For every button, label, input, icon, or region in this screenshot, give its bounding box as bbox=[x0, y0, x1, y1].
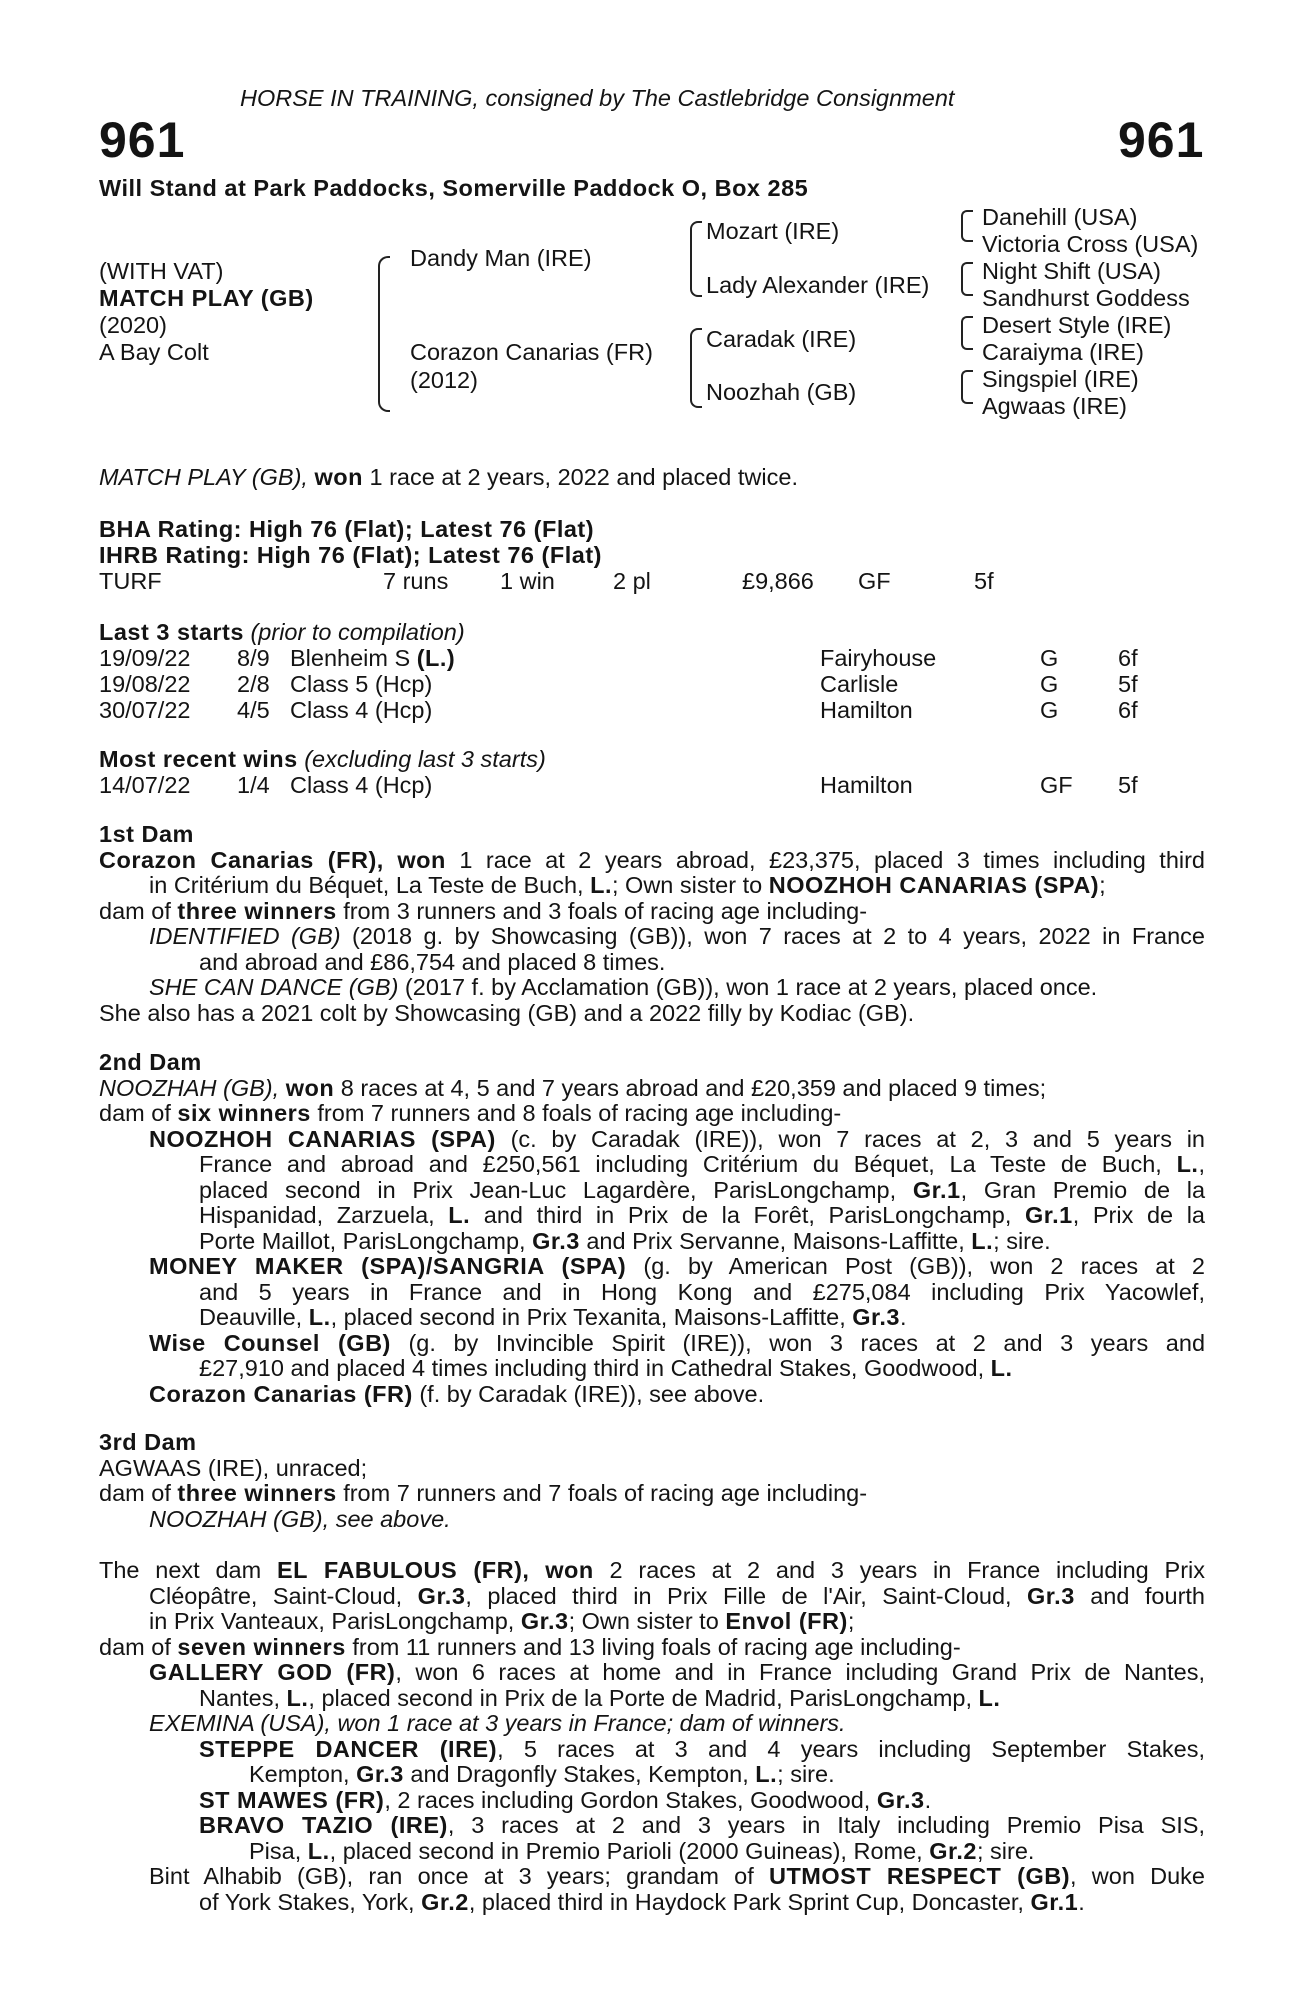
pedigree-ddd: Agwaas (IRE) bbox=[982, 393, 1127, 419]
pedigree-brace-dam bbox=[690, 328, 702, 408]
lot-number-right: 961 bbox=[1118, 112, 1205, 168]
second-dam-section: 2nd Dam NOOZHAH (GB), won 8 races at 4, 5 and 7 years abroad and £20,359 and placed 9 times; dam of six winners from 7 runners and 8 foals of racing age including- NOOZHOH CANARIAS (SPA) (c. by Caradak (IRE)), won 7 races at 2, 3 and 5 years in France and abroad and £250,561 including Critérium du Béquet, La Teste de Buch, L., placed second in Prix Jean-Luc Lagardère, ParisLongchamp, Gr.1, Gran Premio de la Hispanidad, Zarzuela, L. and third in Prix de la Forêt, ParisLongchamp, Gr.1, Prix de la Porte Maillot, ParisLongchamp, Gr.3 and Prix Servanne, Maisons-Laffitte, L.; sire. MONEY MAKER (SPA)/SANGRIA (SPA) (g. by American Post (GB)), won 2 races at 2 and 5 years in France and in Hong Kong and £275,084 including Prix Yacowlef, Deauville, L., placed second in Prix Texanita, Maisons-Laffitte, Gr.3. Wise Counsel (GB) (g. by Invincible Spirit (IRE)), won 3 races at 2 and 3 years and £27,910 and placed 4 times including third in Cathedral Stakes, Goodwood, L. Corazon Canarias (FR) (f. by Caradak (IRE)), see above. bbox=[99, 1049, 1206, 1407]
pedigree-dss: Desert Style (IRE) bbox=[982, 312, 1172, 338]
pedigree-brace-main bbox=[378, 256, 390, 412]
pedigree-ssd: Victoria Cross (USA) bbox=[982, 231, 1199, 257]
pedigree-dds: Singspiel (IRE) bbox=[982, 366, 1139, 392]
first-dam-section: 1st Dam Corazon Canarias (FR), won 1 race at 2 years abroad, £23,375, placed 3 times including third in Critérium du Béquet, La Teste de Buch, L.; Own sister to NOOZHOH CANARIAS (SPA); dam of three winners from 3 runners and 3 foals of racing age including- IDENTIFIED (GB) (2018 g. by Showcasing (GB)), won 7 races at 2 to 4 years, 2022 in France and abroad and £86,754 and placed 8 times. SHE CAN DANCE (GB) (2017 f. by Acclamation (GB)), won 1 race at 2 years, placed once. She also has a 2021 colt by Showcasing (GB) and a 2022 filly by Kodiac (GB). bbox=[99, 821, 1206, 1026]
pedigree-sire-dam: Lady Alexander (IRE) bbox=[706, 272, 930, 298]
stand-location: Will Stand at Park Paddocks, Somerville Paddock O, Box 285 bbox=[99, 175, 809, 201]
pedigree-dam-sire: Caradak (IRE) bbox=[706, 326, 857, 352]
pedigree-sdd: Sandhurst Goddess bbox=[982, 285, 1190, 311]
pedigree-dsd: Caraiyma (IRE) bbox=[982, 339, 1144, 365]
pedigree-brace-dd bbox=[961, 370, 973, 404]
horse-description: A Bay Colt bbox=[99, 339, 209, 365]
lot-number-left: 961 bbox=[99, 112, 186, 168]
pedigree-brace-sire bbox=[690, 221, 702, 297]
pedigree-brace-ds bbox=[961, 316, 973, 350]
bha-rating: BHA Rating: High 76 (Flat); Latest 76 (Flat) bbox=[99, 516, 595, 542]
horse-year: (2020) bbox=[99, 312, 167, 338]
next-dam-section: The next dam EL FABULOUS (FR), won 2 races at 2 and 3 years in France including Prix Cléopâtre, Saint-Cloud, Gr.3, placed third in Prix Fille de l'Air, Saint-Cloud, Gr.3 and fourth in Prix Vanteaux, ParisLongchamp, Gr.3; Own sister to Envol (FR); dam of seven winners from 11 runners and 13 living foals of racing age including- GALLERY GOD (FR), won 6 races at home and in France including Grand Prix de Nantes, Nantes, L., placed second in Prix de la Porte de Madrid, ParisLongchamp, L. EXEMINA (USA), won 1 race at 3 years in France; dam of winners. STEPPE DANCER (IRE), 5 races at 3 and 4 years including September Stakes, Kempton, Gr.3 and Dragonfly Stakes, Kempton, L.; sire. ST MAWES (FR), 2 races including Gordon Stakes, Goodwood, Gr.3. BRAVO TAZIO (IRE), 3 races at 2 and 3 years in Italy including Premio Pisa SIS, Pisa, L., placed second in Premio Parioli (2000 Guineas), Rome, Gr.2; sire. Bint Alhabib (GB), ran once at 3 years; grandam of UTMOST RESPECT (GB), won Duke of York Stakes, York, Gr.2, placed third in Haydock Park Sprint Cup, Doncaster, Gr.1. bbox=[99, 1557, 1206, 1915]
pedigree-sds: Night Shift (USA) bbox=[982, 258, 1161, 284]
pedigree-dam: Corazon Canarias (FR) bbox=[410, 339, 653, 365]
pedigree-sire-sire: Mozart (IRE) bbox=[706, 218, 840, 244]
race-summary: MATCH PLAY (GB), won 1 race at 2 years, 2022 and placed twice. bbox=[99, 464, 798, 490]
recent-wins-heading: Most recent wins (excluding last 3 starts) bbox=[99, 746, 546, 772]
last-3-heading: Last 3 starts (prior to compilation) bbox=[99, 619, 465, 645]
pedigree-dam-year: (2012) bbox=[410, 367, 478, 393]
vat-note: (WITH VAT) bbox=[99, 258, 224, 284]
third-dam-section: 3rd Dam AGWAAS (IRE), unraced; dam of three winners from 7 runners and 7 foals of racing age including- NOOZHAH (GB), see above. bbox=[99, 1429, 868, 1532]
pedigree-brace-ss bbox=[961, 210, 973, 242]
pedigree-dam-dam: Noozhah (GB) bbox=[706, 379, 857, 405]
pedigree-sire: Dandy Man (IRE) bbox=[410, 245, 592, 271]
consignment-line: HORSE IN TRAINING, consigned by The Castlebridge Consignment bbox=[240, 85, 955, 111]
horse-name: MATCH PLAY (GB) bbox=[99, 285, 314, 311]
ihrb-rating: IHRB Rating: High 76 (Flat); Latest 76 (Flat) bbox=[99, 542, 602, 568]
pedigree-sss: Danehill (USA) bbox=[982, 204, 1138, 230]
pedigree-brace-sd bbox=[961, 262, 973, 296]
